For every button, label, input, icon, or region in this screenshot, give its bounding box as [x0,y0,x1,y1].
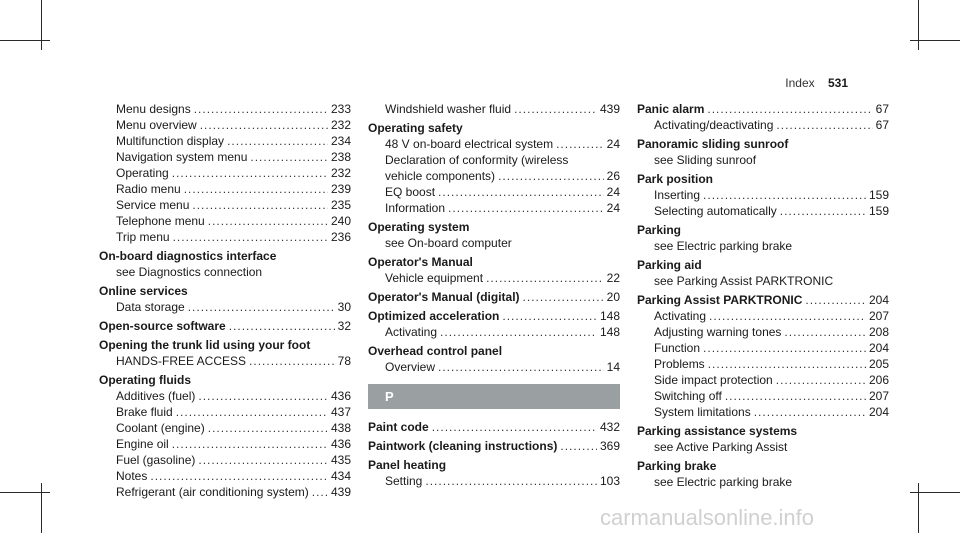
index-entry[interactable]: Activating/deactivating ..... 67 [637,117,889,133]
index-entry[interactable]: Overview ..... 14 [368,359,620,375]
index-reference[interactable]: see Active Parking Assist [654,440,788,454]
index-heading: Operating fluids [99,373,192,387]
index-heading: Park position [637,172,714,186]
index-entry[interactable]: Service menu ..... 235 [99,197,351,213]
index-entry[interactable]: Information ..... 24 [368,200,620,216]
index-entry[interactable]: Activating ..... 148 [368,324,620,340]
index-entry[interactable]: Engine oil ..... 436 [99,436,351,452]
index-reference[interactable]: see Electric parking brake [654,239,793,253]
index-entry-text: Declaration of conformity (wireless [385,153,569,167]
index-heading: Parking brake [637,459,717,473]
index-entry[interactable]: Notes ..... 434 [99,468,351,484]
index-entry[interactable]: Trip menu ..... 236 [99,229,351,245]
crop-mark [0,492,50,493]
index-entry[interactable]: Selecting automatically ..... 159 [637,203,889,219]
index-entry[interactable]: Paintwork (cleaning instructions) ..... 369 [368,438,620,454]
index-heading: Operating system [368,220,470,234]
index-entry[interactable]: Radio menu ..... 239 [99,181,351,197]
index-entry[interactable]: Menu overview ..... 232 [99,117,351,133]
index-entry[interactable]: Function ..... 204 [637,340,889,356]
index-heading: Operating safety [368,121,463,135]
watermark: carmanualsonline.info [600,505,815,530]
index-entry[interactable]: 48 V on-board electrical system ..... 24 [368,136,620,152]
index-entry[interactable]: Operating ..... 232 [99,165,351,181]
index-entry[interactable]: Data storage ..... 30 [99,299,351,315]
index-entry[interactable]: Multifunction display ..... 234 [99,133,351,149]
index-reference[interactable]: see Diagnostics connection [116,265,263,279]
crop-mark [0,40,50,41]
header-title: Index [785,76,815,90]
index-heading: Parking aid [637,258,702,272]
crop-mark [918,0,919,50]
index-entry[interactable]: Open-source software ..... 32 [99,318,351,334]
index-entry[interactable]: Side impact protection ..... 206 [637,372,889,388]
index-entry[interactable]: Menu designs ..... 233 [99,101,351,117]
index-entry[interactable]: Fuel (gasoline) ..... 435 [99,452,351,468]
index-entry[interactable]: System limitations ..... 204 [637,404,889,420]
index-column-1 [99,101,351,500]
index-heading: Parking [637,223,682,237]
index-entry[interactable]: Additives (fuel) ..... 436 [99,388,351,404]
index-entry[interactable]: EQ boost ..... 24 [368,184,620,200]
crop-mark [918,483,919,533]
index-heading: Opening the trunk lid using your foot [99,338,311,352]
index-heading: Parking assistance systems [637,424,798,438]
page-header [785,76,848,90]
index-entry[interactable]: Inserting ..... 159 [637,187,889,203]
index-entry[interactable]: Switching off ..... 207 [637,388,889,404]
index-entry[interactable]: Operator's Manual (digital) ..... 20 [368,289,620,305]
crop-mark [41,0,42,50]
index-entry[interactable]: Problems ..... 205 [637,356,889,372]
index-entry[interactable]: Panic alarm ..... 67 [637,101,889,117]
index-entry[interactable]: Setting ..... 103 [368,473,620,489]
index-entry[interactable]: Optimized acceleration ..... 148 [368,308,620,324]
index-entry[interactable]: Coolant (engine) ..... 438 [99,420,351,436]
page-number: 531 [827,76,848,90]
section-letter-bar: P [368,384,620,409]
index-heading: Panoramic sliding sunroof [637,137,789,151]
index-heading: Online services [99,284,188,298]
index-reference[interactable]: see Parking Assist PARKTRONIC [654,274,834,288]
index-entry[interactable]: Navigation system menu ..... 238 [99,149,351,165]
index-entry[interactable]: vehicle components) ..... 26 [368,168,620,184]
index-entry[interactable]: Telephone menu ..... 240 [99,213,351,229]
index-entry[interactable]: Activating ..... 207 [637,308,889,324]
index-heading: Overhead control panel [368,344,503,358]
index-heading: On-board diagnostics interface [99,249,277,263]
index-reference[interactable]: see Sliding sunroof [654,153,757,167]
index-column-3 [637,101,889,490]
index-entry[interactable]: Brake fluid ..... 437 [99,404,351,420]
index-entry[interactable]: Vehicle equipment ..... 22 [368,270,620,286]
crop-mark [41,483,42,533]
index-reference[interactable]: see Electric parking brake [654,475,793,489]
index-entry[interactable]: Refrigerant (air conditioning system) ..... 439 [99,484,351,500]
index-reference[interactable]: see On-board computer [385,236,512,250]
index-heading: Operator's Manual [368,255,473,269]
index-entry[interactable]: HANDS-FREE ACCESS ..... 78 [99,353,351,369]
index-heading: Panel heating [368,458,447,472]
index-entry[interactable]: Windshield washer fluid ..... 439 [368,101,620,117]
index-entry[interactable]: Adjusting warning tones ..... 208 [637,324,889,340]
index-column-2 [368,101,620,489]
index-entry[interactable]: Parking Assist PARKTRONIC ..... 204 [637,292,889,308]
index-entry[interactable]: Paint code ..... 432 [368,419,620,435]
